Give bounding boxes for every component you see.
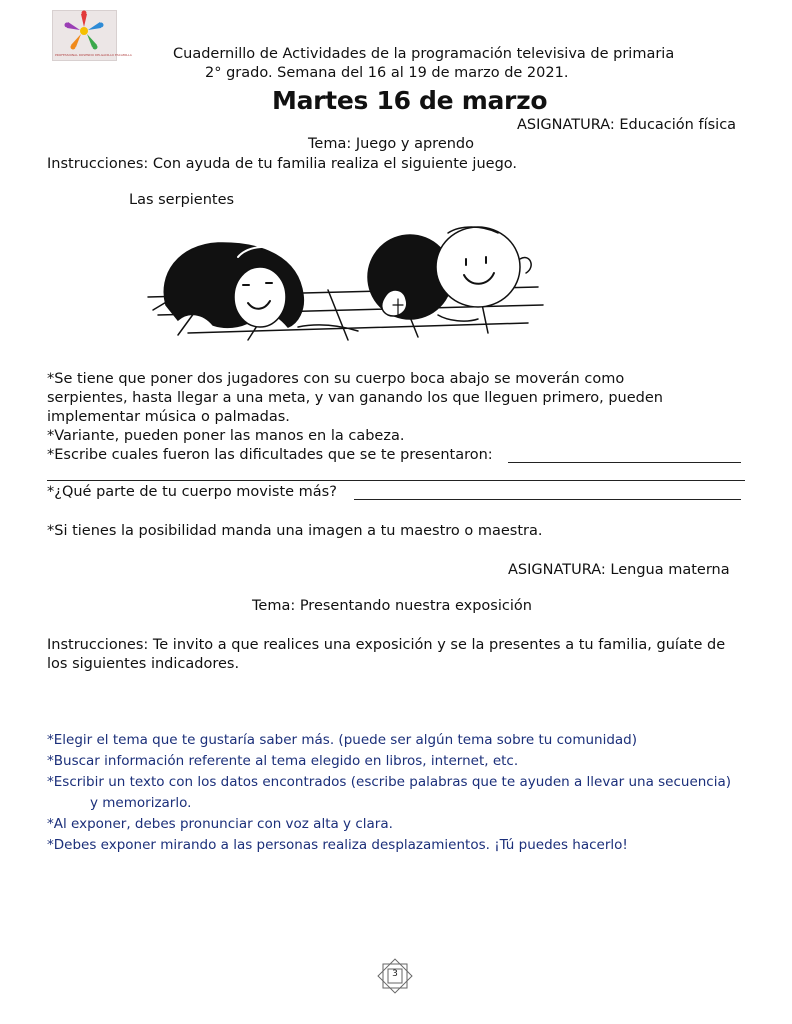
paragraph-line: *Variante, pueden poner las manos en la cabeza. xyxy=(47,428,405,444)
page-number-badge xyxy=(374,960,416,992)
send-image-note: *Si tienes la posibilidad manda una imagen a tu maestro o maestra. xyxy=(47,523,543,539)
instrucciones-exposicion-line-1: Instrucciones: Te invito a que realices una exposición y se la presentes a tu familia, guíate de xyxy=(47,637,726,653)
paragraph-line: *Se tiene que poner dos jugadores con su cuerpo boca abajo se moverán como xyxy=(47,371,625,387)
indicator-item: *Debes exponer mirando a las personas realiza desplazamientos. ¡Tú puedes hacerlo! xyxy=(47,837,628,853)
school-logo xyxy=(52,10,132,61)
page-number: 3 xyxy=(392,969,398,979)
indicator-item: *Escribir un texto con los datos encontrados (escribe palabras que te ayuden a llevar una secuencia) xyxy=(47,774,732,790)
question-dificultades: *Escribe cuales fueron las dificultades que se te presentaron: xyxy=(47,447,493,463)
colorful-star-people-logo-icon xyxy=(53,11,116,51)
answer-line-dificultades-2[interactable] xyxy=(47,480,745,481)
instrucciones-exposicion-line-2: los siguientes indicadores. xyxy=(47,656,240,672)
tema-exposicion: Tema: Presentando nuestra exposición xyxy=(252,598,532,614)
tema-juego: Tema: Juego y aprendo xyxy=(308,136,474,152)
logo-text: PROFESSIONAL ROSENDO DELGADILLO ESCAMILLA xyxy=(55,53,132,57)
game-title: Las serpientes xyxy=(129,192,235,208)
paragraph-line: serpientes, hasta llegar a una meta, y van ganando los que lleguen primero, pueden xyxy=(47,390,663,406)
two-children-lying-face-down-illustration-icon xyxy=(148,215,548,355)
question-parte-cuerpo: *¿Qué parte de tu cuerpo moviste más? xyxy=(47,484,337,500)
children-illustration xyxy=(148,215,548,355)
answer-line-parte-cuerpo[interactable] xyxy=(354,499,741,500)
answer-line-dificultades[interactable] xyxy=(508,462,741,463)
indicator-item: *Elegir el tema que te gustaría saber más. (puede ser algún tema sobre tu comunidad) xyxy=(47,732,638,748)
indicator-item: *Buscar información referente al tema elegido en libros, internet, etc. xyxy=(47,753,519,769)
indicator-item: *Al exponer, debes pronunciar con voz alta y clara. xyxy=(47,816,393,832)
day-title: Martes 16 de marzo xyxy=(272,86,548,115)
asignatura-lengua-materna: ASIGNATURA: Lengua materna xyxy=(508,562,730,578)
asignatura-educacion-fisica: ASIGNATURA: Educación física xyxy=(517,117,737,133)
paragraph-line: implementar música o palmadas. xyxy=(47,409,290,425)
header-line-2: 2° grado. Semana del 16 al 19 de marzo de 2021. xyxy=(205,65,569,81)
indicator-item-continuation: y memorizarlo. xyxy=(90,795,192,811)
header-line-1: Cuadernillo de Actividades de la programación televisiva de primaria xyxy=(173,46,675,62)
instrucciones-juego: Instrucciones: Con ayuda de tu familia realiza el siguiente juego. xyxy=(47,156,517,172)
